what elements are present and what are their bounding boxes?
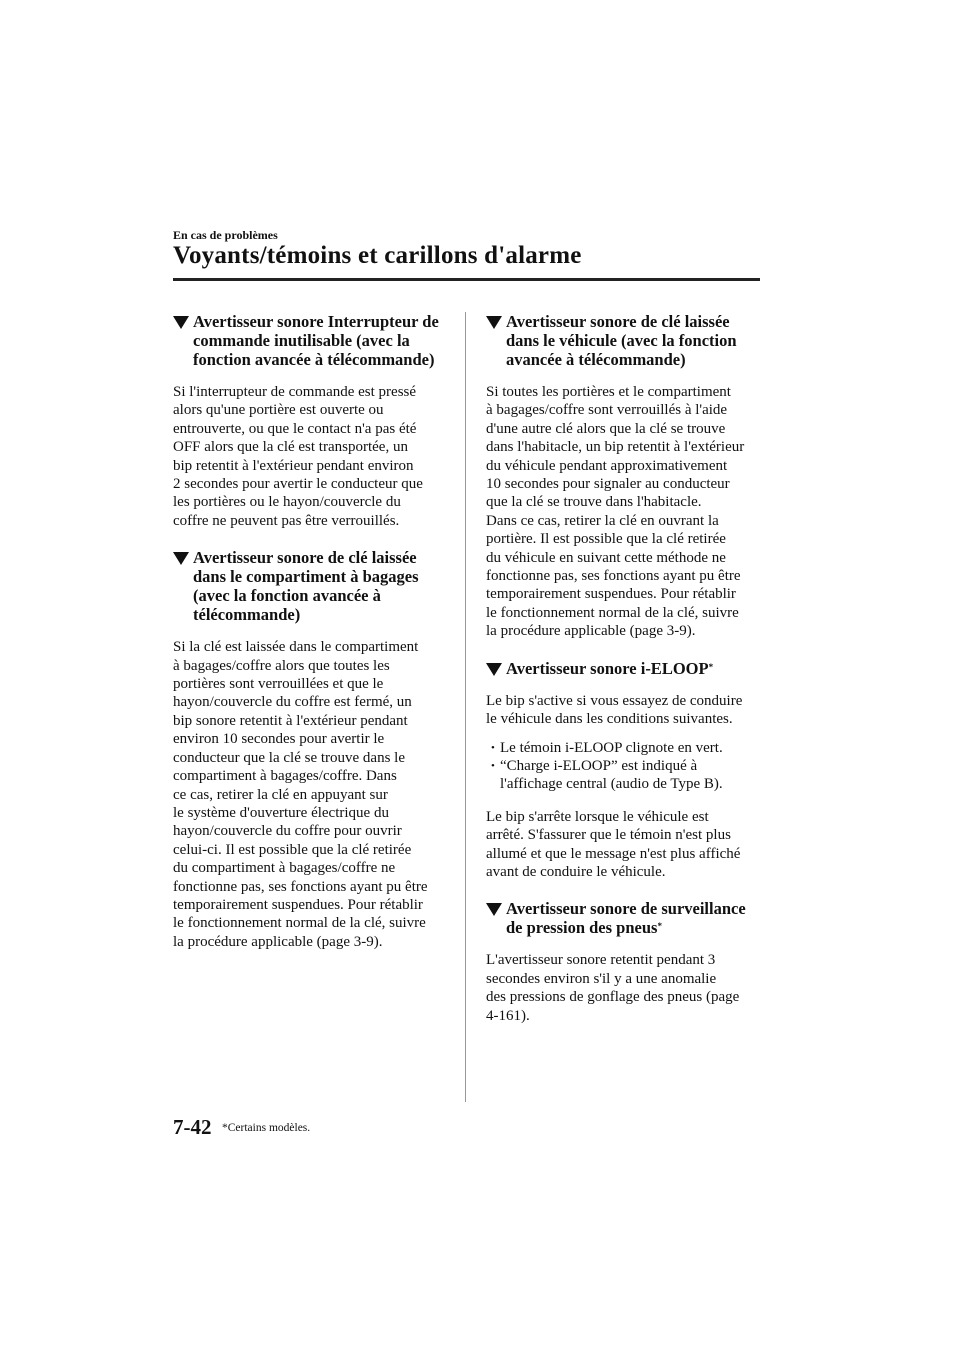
asterisk-marker: * — [657, 921, 662, 932]
triangle-marker-icon — [173, 316, 189, 329]
column-divider — [465, 312, 466, 1102]
page-title: Voyants/témoins et carillons d'alarme — [173, 242, 582, 269]
paragraph-i-eloop-intro: Le bip s'active si vous essayez de conduire le véhicule dans les conditions suivantes. — [486, 692, 743, 728]
paragraph-key-in-trunk: Si la clé est laissée dans le compartiment à bagages/coffre alors que toutes les portières sont verrouillées et que le hayon/couvercle du coffre est fermé, un bip sonore retentit à l'extérieur pendant environ 10 secondes pour avertir le conducteur que la clé se trouve dans le compartiment à bagages/coffre. Dans ce cas, retirer la clé en appuyant sur le système d'ouverture électrique du hayon/couvercle du coffre pour ouvrir celui-ci. Il est possible que la clé retirée du compartiment à bagages/coffre ne fonctionne pas, ses fonctions ayant pu être temporairement suspendues. Pour rétablir le fonctionnement normal de la clé, suivre la procédure applicable (page 3-9). — [173, 639, 428, 950]
page-number: 7-42 — [173, 1115, 212, 1139]
heading-text: Avertisseur sonore de clé laissée dans le véhicule (avec la fonction avancée à télécommande) — [506, 312, 737, 369]
title-divider — [173, 278, 760, 281]
section-label: En cas de problèmes — [173, 228, 278, 242]
triangle-marker-icon — [486, 663, 502, 676]
list-item-text: Le témoin i-ELOOP clignote en vert. — [500, 739, 723, 756]
heading-tire-pressure — [486, 899, 764, 937]
bullet-dot: • — [491, 759, 495, 772]
heading-key-in-trunk — [173, 548, 451, 624]
list-item-text: “Charge i-ELOOP” est indiqué à l'affichage central (audio de Type B). — [500, 757, 723, 793]
triangle-marker-icon — [486, 903, 502, 916]
left-column — [173, 312, 451, 969]
right-column — [486, 312, 764, 1043]
heading-command-switch — [173, 312, 451, 369]
paragraph-tire-pressure: L'avertisseur sonore retentit pendant 3 secondes environ s'il y a une anomalie des pressions de gonflage des pneus (page 4-161). — [486, 952, 740, 1024]
triangle-marker-icon — [486, 316, 502, 329]
list-item — [486, 739, 764, 757]
list-item — [486, 757, 764, 794]
heading-i-eloop — [486, 659, 764, 678]
bullet-list — [486, 739, 764, 794]
paragraph-key-in-vehicle: Si toutes les portières et le compartiment à bagages/coffre sont verrouillés à l'aide d'une autre clé alors que la clé se trouve dans l'habitacle, un bip retentit à l'extérieur du véhicule pendant approximativement 10 secondes pour signaler au conducteur que la clé se trouve dans l'habitacle. Dans ce cas, retirer la clé en ouvrant la portière. Il est possible que la clé retirée du véhicule en suivant cette méthode ne fonctionne pas, ses fonctions ayant pu être temporairement suspendues. Pour rétablir le fonctionnement normal de la clé, suivre la procédure applicable (page 3-9). — [486, 384, 745, 640]
asterisk-marker: * — [708, 661, 714, 672]
paragraph-i-eloop-stop: Le bip s'arrête lorsque le véhicule est arrêté. S'fassurer que le témoin n'est plus allumé et que le message n'est plus affiché avant de conduire le véhicule. — [486, 808, 741, 880]
heading-text: Avertisseur sonore Interrupteur de commande inutilisable (avec la fonction avancée à télécommande) — [193, 312, 439, 369]
paragraph-command-switch: Si l'interrupteur de commande est pressé alors qu'une portière est ouverte ou entrouverte, ou que le contact n'a pas été OFF alors que la clé est transportée, un bip retentit à l'extérieur pendant environ 2 secondes pour avertir le conducteur que les portières ou le hayon/couvercle du coffre ne peuvent pas être verrouillés. — [173, 384, 423, 529]
heading-key-in-vehicle — [486, 312, 764, 369]
heading-text: Avertisseur sonore i-ELOOP — [506, 658, 709, 678]
heading-text: Avertisseur sonore de surveillance de pression des pneus — [506, 899, 746, 938]
footnote: *Certains modèles. — [222, 1122, 311, 1134]
triangle-marker-icon — [173, 552, 189, 565]
bullet-dot: • — [491, 741, 495, 754]
heading-text: Avertisseur sonore de clé laissée dans le compartiment à bagages (avec la fonction avancée à télécommande) — [193, 548, 419, 625]
